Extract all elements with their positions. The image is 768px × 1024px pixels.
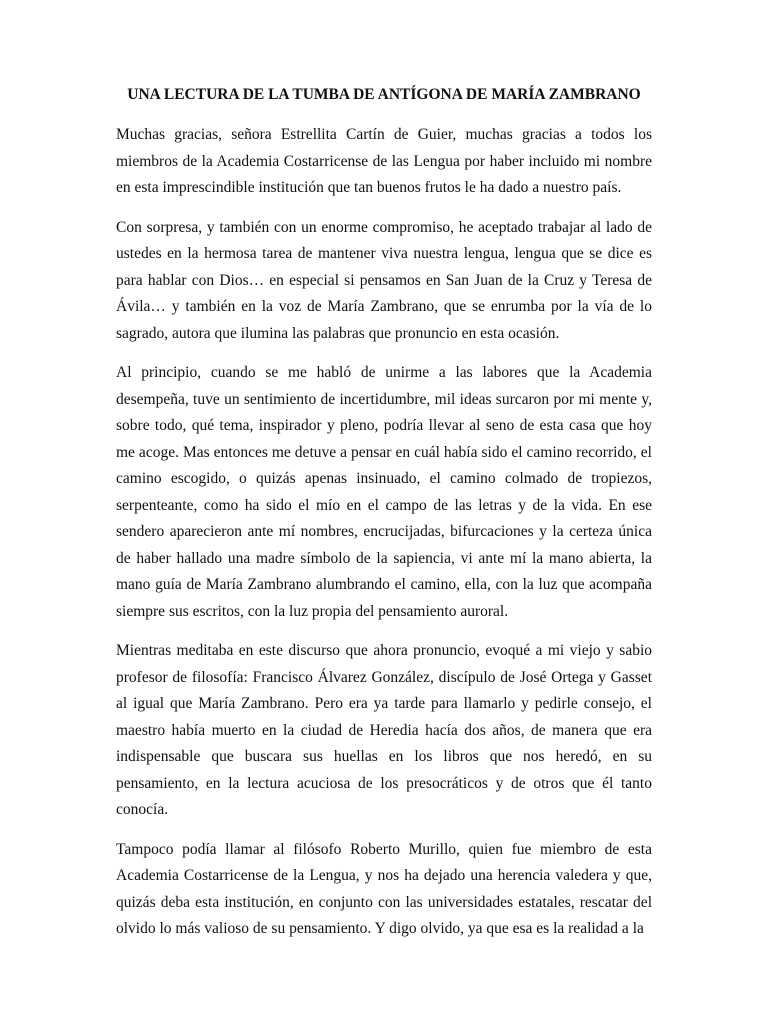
document-page — [116, 86, 652, 956]
paragraph-1: Muchas gracias, señora Estrellita Cartín de Guier, muchas gracias a todos los miembros de la Academia Costarricense de las Lengua por haber incluido mi nombre en esta imprescindible institución que tan buenos frutos le ha dado a nuestro país. — [116, 126, 652, 196]
document-title: UNA LECTURA DE LA TUMBA DE ANTÍGONA DE MARÍA ZAMBRANO — [127, 86, 641, 103]
paragraph-3: Al principio, cuando se me habló de unirme a las labores que la Academia desempeña, tuve un sentimiento de incertidumbre, mil ideas surcaron por mi mente y, sobre todo, qué tema, inspirador y pleno, podría llevar al seno de esta casa que hoy me acoge. Mas entonces me detuve a pensar en cuál había sido el camino recorrido, el camino escogido, o quizás apenas insinuado, el camino colmado de tropiezos, serpenteante, como ha sido el mío en el campo de las letras y de la vida. En ese sendero aparecieron ante mí nombres, encrucijadas, bifurcaciones y la certeza única de haber hallado una madre símbolo de la sapiencia, vi ante mí la mano abierta, la mano guía de María Zambrano alumbrando el camino, ella, con la luz que acompaña siempre sus escritos, con la luz propia del pensamiento auroral. — [116, 364, 652, 620]
paragraph-5: Tampoco podía llamar al filósofo Roberto Murillo, quien fue miembro de esta Academia Costarricense de la Lengua, y nos ha dejado una herencia valedera y que, quizás deba esta institución, en conjunto con las universidades estatales, rescatar del olvido lo más valioso de su pensamiento. Y digo olvido, ya que esa es la realidad a la — [116, 840, 652, 937]
paragraph-4: Mientras meditaba en este discurso que ahora pronuncio, evoqué a mi viejo y sabio profesor de filosofía: Francisco Álvarez González, discípulo de José Ortega y Gasset al igual que María Zambrano. Pero era ya tarde para llamarlo y pedirle consejo, el maestro había muerto en la ciudad de Heredia hacía dos años, de manera que era indispensable que buscara sus huellas en los libros que nos heredó, en su pensamiento, en la lectura acuciosa de los presocráticos y de otros que él tanto conocía. — [116, 642, 652, 818]
paragraph-2: Con sorpresa, y también con un enorme compromiso, he aceptado trabajar al lado de ustedes en la hermosa tarea de mantener viva nuestra lengua, lengua que se dice es para hablar con Dios… en especial si pensamos en San Juan de la Cruz y Teresa de Ávila… y también en la voz de María Zambrano, que se enrumba por la vía de lo sagrado, autora que ilumina las palabras que pronuncio en esta ocasión. — [116, 218, 652, 342]
